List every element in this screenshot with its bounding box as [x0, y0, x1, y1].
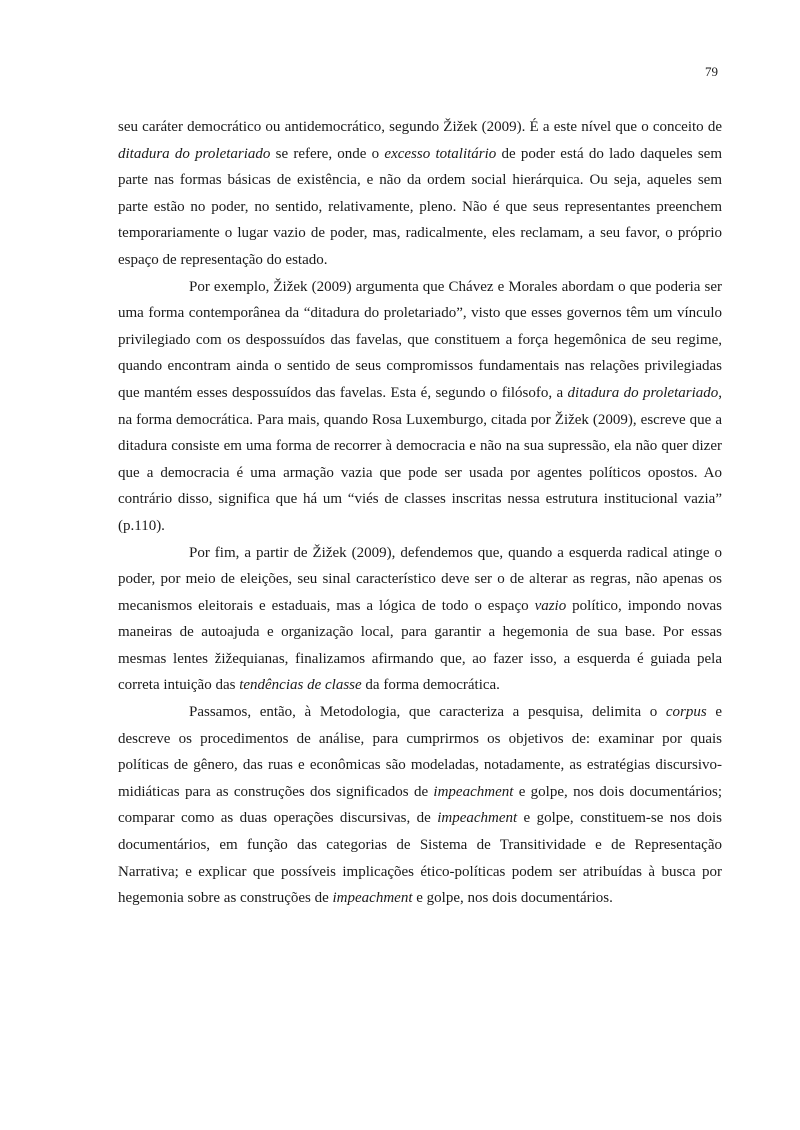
italic-term: corpus: [665, 704, 707, 721]
text-segment: da forma democrática.: [361, 677, 500, 694]
body-text: [118, 114, 722, 912]
paragraph-2: [118, 274, 722, 540]
italic-term: excesso totalitário: [384, 145, 497, 162]
italic-term: impeachment: [433, 783, 514, 800]
text-segment: e golpe, nos dois documentários.: [412, 890, 613, 907]
italic-term: tendências de classe: [239, 677, 362, 694]
text-segment: Passamos, então, à Metodologia, que caracteriza a pesquisa, delimita o: [189, 704, 666, 721]
paragraph-3: [118, 540, 722, 700]
text-segment: , na forma democrática. Para mais, quando Rosa Luxemburgo, citada por Žižek (2009), escreve que a ditadura consiste em uma forma de recorrer à democracia e não na sua supressão, ela não quer dizer que a democracia é uma armação vazia que pode ser usada por agentes políticos opostos. Ao contrário disso, significa que há um “viés de classes inscritas nessa estrutura institucional vazia” (p.110).: [118, 384, 723, 534]
paragraph-1: [118, 114, 722, 274]
text-segment: se refere, onde o: [270, 145, 385, 162]
text-segment: Por exemplo, Žižek (2009) argumenta que Chávez e Morales abordam o que poderia ser uma forma contemporânea da “ditadura do proletariado”, visto que esses governos têm um vínculo privilegiado com os despossuídos das favelas, que constituem a força hegemônica de seu regime, quando encontram ainda o sentido de seus compromissos fundamentais nas relações privilegiadas que mantém esses despossuídos das favelas. Esta é, segundo o filósofo, a: [118, 278, 722, 401]
italic-term: impeachment: [332, 890, 413, 907]
italic-term: vazio: [534, 597, 567, 614]
text-segment: e descreve os procedimentos de análise, para cumprirmos os objetivos de: examinar por quais políticas de gênero, das ruas e econômicas são modeladas, notadamente, as estratégias discursivo-midiáticas para as construções dos significados de: [118, 704, 722, 800]
text-segment: de poder está do lado daqueles sem parte nas formas básicas de existência, e não da ordem social hierárquica. Ou seja, aqueles sem parte estão no poder, no sentido, relativamente, pleno. Não é que seus representantes preenchem temporariamente o lugar vazio de poder, mas, radicalmente, eles reclamam, a seu favor, o próprio espaço de representação do estado.: [118, 145, 722, 268]
italic-term: ditadura do proletariado: [567, 384, 719, 401]
paragraph-4: [118, 699, 722, 912]
text-segment: político, impondo novas maneiras de autoajuda e organização local, para garantir a hegemonia de sua base. Por essas mesmas lentes žižequianas, finalizamos afirmando que, ao fazer isso, a esquerda é guiada pela correta intuição das: [118, 597, 722, 694]
text-segment: Por fim, a partir de Žižek (2009), defendemos que, quando a esquerda radical atinge o poder, por meio de eleições, seu sinal característico deve ser o de alterar as regras, não apenas os mecanismos eleitorais e estaduais, mas a lógica de todo o espaço: [118, 544, 722, 614]
text-segment: e golpe, constituem-se nos dois documentários, em função das categorias de Sistema de Transitividade e de Representação Narrativa; e explicar que possíveis implicações ético-políticas podem ser atribuídas à busca por hegemonia sobre as construções de: [118, 810, 722, 907]
italic-term: ditadura do proletariado: [118, 145, 271, 162]
page-number: 79: [705, 64, 718, 79]
text-segment: seu caráter democrático ou antidemocrático, segundo Žižek (2009). É a este nível que o conceito de: [118, 119, 722, 135]
italic-term: impeachment: [437, 810, 518, 827]
text-segment: e golpe, nos dois documentários; comparar como as duas operações discursivas, de: [118, 783, 722, 827]
